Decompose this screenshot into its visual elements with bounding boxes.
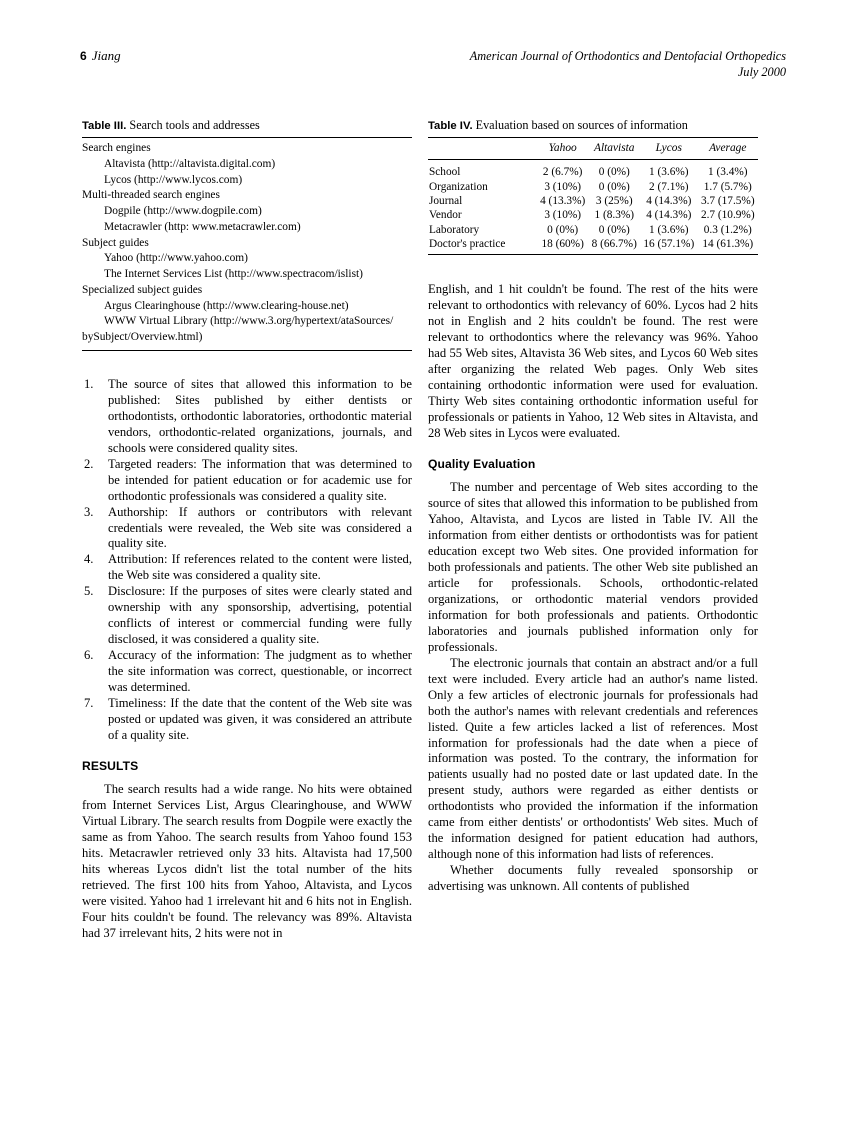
running-head — [80, 48, 786, 88]
cell-lycos: 4 (14.3%) — [646, 195, 692, 207]
spacer — [428, 256, 758, 282]
table-iv-grid — [428, 137, 758, 251]
spacer — [82, 351, 412, 377]
cell-average: 14 (61.3%) — [702, 238, 754, 251]
cell-lycos: 2 (7.1%) — [649, 180, 689, 193]
table-iii-row: Altavista (http://altavista.digital.com) — [104, 157, 276, 170]
list-item-text: Accuracy of the information: The judgment as to whether the site information was correct, questionable, or incorrect was determined. — [108, 648, 412, 695]
cell-altavista: 3 (25%) — [595, 195, 633, 207]
right-paragraph-3: The electronic journals that contain an abstract and/or a full text were included. Every article had an author's name listed. Only a few articles of electronic journals for professionals had both the author's names with relevant credentials and references listed. Quite a few articles lacked a list of references. Most information for professionals had the date when a piece of information was posted. To the contrary, the information for patients usually had no posted date or last updated date. In the present study, authors were regarded as either dentists or orthodontists who provided the information if the information came from either dentists' or orthodontists' Web sites. Much of the information designed for patient education had authors, although none of this information had lists of references. — [428, 655, 758, 862]
cell-lycos: 16 (57.1%) — [643, 238, 695, 251]
column-header-average: Average — [709, 142, 747, 155]
cell-altavista: 0 (0%) — [598, 166, 630, 179]
table-iii-row: Yahoo (http://www.yahoo.com) — [104, 252, 248, 265]
table-row — [428, 160, 758, 180]
cell-average: 2.7 (10.9%) — [700, 209, 755, 222]
right-paragraph-1: English, and 1 hit couldn't be found. The rest of the hits were relevant to orthodontics with relevancy of 60%. Lycos had 2 hits not in English and 2 hits couldn't be found. The rest were relevant to orthodontics where the relevancy was 96%. Yahoo had 55 Web sites, Altavista 36 Web sites, and Lycos 60 Web sites after organizing the related Web pages. Only Web sites containing orthodontic information were used for evaluation. Thirty Web sites containing orthodontic information useful for professionals or patients in Yahoo, 12 Web sites in Altavista, and 28 Web sites in Lycos were evaluated. — [428, 282, 758, 441]
cell-yahoo: 3 (10%) — [544, 209, 582, 222]
table-row — [428, 223, 758, 237]
list-item-text: Timeliness: If the date that the content of the Web site was posted or updated was given, it was considered an attribute of a quality site. — [108, 696, 412, 743]
table-row — [428, 237, 758, 251]
table-header-row — [428, 138, 758, 160]
quality-criteria-list — [82, 377, 412, 744]
table-iii-row: bySubject/Overview.html) — [82, 331, 203, 344]
cell-lycos: 4 (14.3%) — [646, 209, 692, 222]
table-iii-body — [82, 138, 412, 350]
column-header-lycos: Lycos — [655, 142, 682, 155]
table-row — [428, 179, 758, 193]
table-row — [428, 194, 758, 208]
list-item — [82, 648, 412, 696]
table-iv-title: Evaluation based on sources of information — [475, 118, 688, 132]
cell-yahoo: 0 (0%) — [547, 223, 579, 236]
cell-altavista: 8 (66.7%) — [591, 238, 637, 251]
table-iii-row: The Internet Services List (http://www.spectracom/islist) — [104, 268, 363, 281]
cell-average: 0.3 (1.2%) — [703, 223, 752, 236]
cell-source: Laboratory — [429, 223, 480, 236]
table-iii-row: Multi-threaded search engines — [82, 189, 220, 202]
list-item — [82, 696, 412, 744]
cell-lycos: 1 (3.6%) — [649, 166, 689, 179]
table-iii-caption — [82, 118, 412, 137]
list-item-text: The source of sites that allowed this information to be published: Sites published by either dentists or orthodontists, orthodontic laboratories, orthodontic material vendors, orthodontic-related organizations, journals, and schools were considered quality sites. — [108, 376, 412, 455]
table-iii-title: Search tools and addresses — [129, 118, 260, 132]
journal-title: American Journal of Orthodontics and Dentofacial Orthopedics — [469, 49, 786, 63]
list-item-number: 1. — [84, 376, 94, 391]
cell-source: Organization — [429, 180, 488, 193]
table-iii-row: Argus Clearinghouse (http://www.clearing-house.net) — [104, 299, 349, 312]
list-item-number: 2. — [84, 456, 94, 471]
table-iii-row: Specialized subject guides — [82, 283, 203, 296]
cell-average: 3.7 (17.5%) — [700, 195, 755, 207]
cell-altavista: 0 (0%) — [598, 180, 630, 193]
list-item — [82, 377, 412, 457]
running-head-journal — [470, 48, 786, 80]
table-iii-label: Table III. — [82, 120, 127, 132]
table-row — [428, 208, 758, 222]
list-item — [82, 584, 412, 648]
table-iv-head — [428, 138, 758, 160]
table-iii-row: Metacrawler (http: www.metacrawler.com) — [104, 220, 301, 233]
table-iii-row: Dogpile (http://www.dogpile.com) — [104, 205, 262, 218]
cell-yahoo: 3 (10%) — [544, 180, 582, 193]
cell-yahoo: 18 (60%) — [541, 238, 584, 251]
column-header-source — [428, 138, 537, 160]
table-iv-label: Table IV. — [428, 120, 473, 132]
cell-source: Vendor — [429, 209, 462, 222]
cell-yahoo: 4 (13.3%) — [540, 195, 586, 207]
running-head-author: Jiang — [91, 48, 121, 63]
right-paragraph-2: The number and percentage of Web sites according to the source of sites that allowed this information to be published from Yahoo, Altavista, and Lycos are listed in Table IV. All the information from either dentists or orthodontists was for patient education except two Web sites. One provided information for both professionals and patients. The other Web site published an article for professionals. Schools, orthodontic-related organizations, or orthodontic material vendors provided information for both professionals and patients. Orthodontic laboratories and journals published information only for professionals. — [428, 480, 758, 654]
right-column — [428, 118, 758, 895]
cell-source: School — [429, 166, 461, 179]
table-iv — [428, 118, 758, 256]
list-item — [82, 552, 412, 584]
table-iv-caption — [428, 118, 758, 137]
column-header-yahoo: Yahoo — [548, 142, 577, 155]
cell-altavista: 1 (8.3%) — [594, 209, 635, 222]
table-iv-body — [428, 160, 758, 252]
right-paragraph-4: Whether documents fully revealed sponsorship or advertising was unknown. All contents of published — [428, 863, 758, 894]
cell-altavista: 0 (0%) — [598, 223, 630, 236]
list-item-number: 6. — [84, 648, 94, 663]
cell-lycos: 1 (3.6%) — [649, 223, 689, 236]
cell-average: 1 (3.4%) — [708, 166, 748, 179]
table-iii-row: Search engines — [82, 142, 151, 155]
list-item-text: Disclosure: If the purposes of sites were clearly stated and ownership with any sponsorship, advertising, potential conflicts of interest or commercial funding were fully disclosed, it was considered a quality site. — [108, 584, 412, 647]
table-iii-row: WWW Virtual Library (http://www.3.org/hypertext/ataSources/ — [104, 315, 394, 328]
table-iii — [82, 118, 412, 351]
list-item-text: Targeted readers: The information that was determined to be intended for patient education or for academic use for orthodontic professionals was considered a quality site. — [108, 456, 412, 503]
list-item — [82, 457, 412, 505]
page-number: 6 — [80, 49, 87, 63]
table-iii-row: Subject guides — [82, 236, 149, 249]
column-header-altavista: Altavista — [594, 142, 635, 155]
cell-average: 1.7 (5.7%) — [703, 180, 752, 193]
section-heading-quality-evaluation: Quality Evaluation — [428, 457, 536, 471]
running-head-left — [80, 48, 121, 64]
list-item-number: 7. — [84, 696, 94, 711]
list-item-number: 5. — [84, 584, 94, 599]
cell-source: Doctor's practice — [429, 238, 506, 251]
list-item-text: Authorship: If authors or contributors with relevant credentials were revealed, the Web site was considered a quality site. — [108, 504, 412, 551]
cell-yahoo: 2 (6.7%) — [542, 166, 583, 179]
left-column — [82, 118, 412, 942]
table-iii-row: Lycos (http://www.lycos.com) — [104, 173, 243, 186]
list-item-number: 4. — [84, 552, 94, 567]
section-heading-results: RESULTS — [82, 759, 139, 774]
list-item-number: 3. — [84, 504, 94, 519]
results-paragraph: The search results had a wide range. No hits were obtained from Internet Services List, Argus Clearinghouse, and WWW Virtual Library. The search results from Dogpile were exactly the same as from Yahoo. The search results from Yahoo found 153 hits. Metacrawler retrieved only 33 hits. Altavista had 17,500 hits whereas Lycos didn't list the total number of the hits retrieved. The first 100 hits from Yahoo, Altavista, and Lycos were visited. Yahoo had 1 irrelevant hit and 6 hits not in English. Four hits couldn't be found. The relevancy was 89%. Altavista had 37 irrelevant hits, 2 hits were not in — [82, 782, 412, 940]
journal-issue-date: July 2000 — [737, 65, 786, 80]
list-item-text: Attribution: If references related to the content were listed, the Web site was considered a quality site. — [108, 552, 412, 583]
cell-source: Journal — [429, 195, 463, 207]
list-item — [82, 505, 412, 553]
